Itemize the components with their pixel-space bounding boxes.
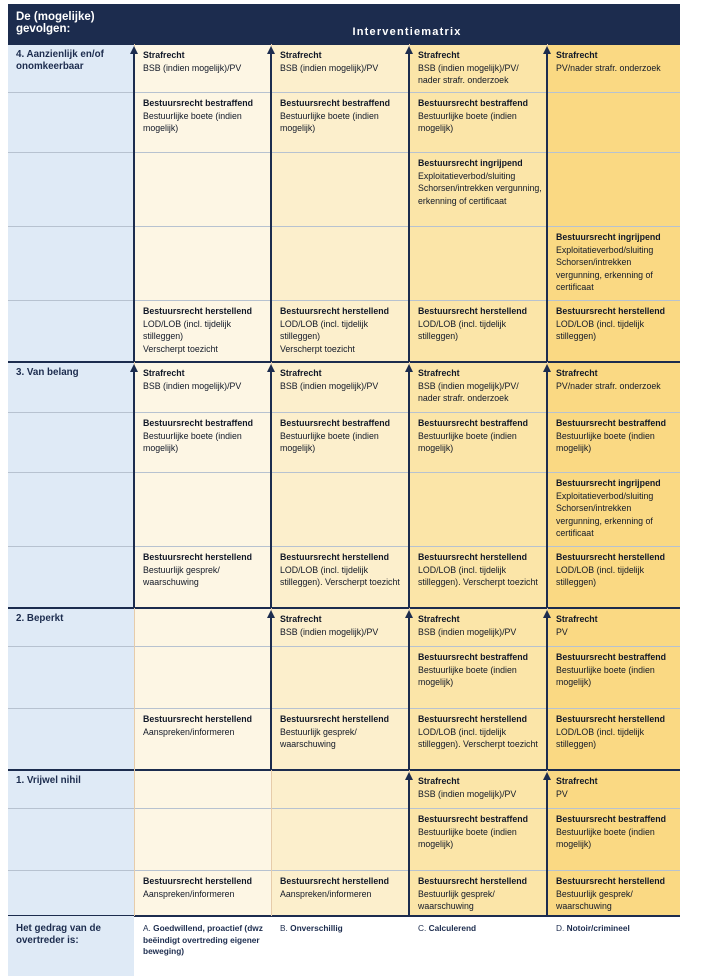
intervention-title: Strafrecht <box>280 368 322 378</box>
behavior-d-text: Notoir/crimineel <box>566 923 630 933</box>
intervention-matrix <box>8 4 680 976</box>
intervention-title: Bestuursrecht herstellend <box>556 306 666 316</box>
matrix-title: Interventiematrix <box>134 4 680 44</box>
intervention-line: Bestuurlijke boete (indien mogelijk) <box>418 826 517 849</box>
intervention-line: LOD/LOB (incl. tijdelijk stilleggen) <box>556 564 644 587</box>
intervention-line: Schorsen/intrekken vergunning, erkenning of certificaat <box>556 257 653 292</box>
escalation-arrow-shaft <box>546 778 548 916</box>
behavior-b <box>271 916 409 976</box>
behavior-b-text: Onverschillig <box>290 923 343 933</box>
intervention-line: BSB (indien mogelijk)/PV <box>280 380 379 391</box>
intervention-title: Bestuursrecht bestraffend <box>143 418 253 428</box>
intervention-line: nader strafr. onderzoek <box>418 393 509 403</box>
escalation-arrow-shaft <box>546 616 548 770</box>
intervention-line: BSB (indien mogelijk)/PV <box>280 62 379 73</box>
intervention-line: nader strafr. onderzoek <box>418 75 509 85</box>
matrix-cell-b <box>271 770 409 808</box>
behavior-a <box>134 916 271 976</box>
escalation-arrow-shaft <box>270 616 272 770</box>
matrix-cell-a <box>134 44 271 92</box>
intervention-line: Bestuurlijke boete (indien mogelijk) <box>280 110 379 133</box>
arrow-up-icon <box>405 772 413 780</box>
intervention-line: Bestuurlijk gesprek/ waarschuwing <box>280 726 357 749</box>
level-label-cell <box>8 546 134 608</box>
escalation-arrow-shaft <box>546 52 548 362</box>
intervention-title: Strafrecht <box>556 50 598 60</box>
intervention-title: Strafrecht <box>418 776 460 786</box>
intervention-line: Verscherpt toezicht <box>143 343 218 354</box>
intervention-line: Verscherpt toezicht <box>280 343 355 354</box>
intervention-line: Aanspreken/informeren <box>143 726 235 737</box>
intervention-title: Bestuursrecht bestraffend <box>418 418 528 428</box>
matrix-cell-a <box>134 412 271 472</box>
intervention-line: LOD/LOB (incl. tijdelijk stilleggen). Verscherpt toezicht <box>418 564 538 587</box>
matrix-cell-c <box>409 870 547 916</box>
row-divider <box>8 546 680 547</box>
matrix-cell-d <box>547 226 680 300</box>
intervention-line: Aanspreken/informeren <box>280 888 372 899</box>
matrix-cell-d <box>547 870 680 916</box>
level-label-cell <box>8 646 134 708</box>
matrix-cell-a <box>134 808 271 870</box>
intervention-title: Bestuursrecht bestraffend <box>280 98 390 108</box>
behavior-c-text: Calculerend <box>428 923 477 933</box>
level-label-cell <box>8 472 134 546</box>
matrix-cell-b <box>271 708 409 770</box>
intervention-line: BSB (indien mogelijk)/PV <box>418 626 517 637</box>
intervention-line: BSB (indien mogelijk)/PV/ <box>418 380 519 391</box>
behavior-a-code: A. <box>143 923 151 933</box>
matrix-cell-c <box>409 472 547 546</box>
matrix-cell-b <box>271 870 409 916</box>
matrix-cell-a <box>134 472 271 546</box>
intervention-title: Bestuursrecht herstellend <box>280 876 390 886</box>
matrix-cell-c <box>409 770 547 808</box>
intervention-line: PV <box>556 626 568 637</box>
level-label-cell <box>8 870 134 916</box>
level-label: 2. Beperkt <box>8 608 134 646</box>
intervention-line: Aanspreken/informeren <box>143 888 235 899</box>
matrix-cell-d <box>547 472 680 546</box>
intervention-title: Bestuursrecht herstellend <box>143 876 253 886</box>
arrow-up-icon <box>405 610 413 618</box>
intervention-title: Bestuursrecht bestraffend <box>418 814 528 824</box>
intervention-title: Bestuursrecht bestraffend <box>143 98 253 108</box>
matrix-cell-c <box>409 646 547 708</box>
matrix-cell-a <box>134 770 271 808</box>
behavior-a-text: Goedwillend, proactief (dwz beëindigt overtreding eigener beweging) <box>143 923 263 956</box>
row-divider <box>8 769 680 771</box>
intervention-title: Bestuursrecht herstellend <box>280 714 390 724</box>
matrix-cell-c <box>409 152 547 226</box>
row-divider <box>8 808 680 809</box>
intervention-line: Exploitatieverbod/sluiting <box>556 490 654 501</box>
row-divider <box>8 472 680 473</box>
level-label-cell <box>8 412 134 472</box>
row-divider <box>8 412 680 413</box>
arrow-up-icon <box>543 610 551 618</box>
behavior-b-code: B. <box>280 923 288 933</box>
matrix-cell-d <box>547 92 680 152</box>
level-label: 1. Vrijwel nihil <box>8 770 134 808</box>
intervention-title: Bestuursrecht ingrijpend <box>556 232 661 242</box>
row-divider <box>8 607 680 609</box>
matrix-cell-c <box>409 608 547 646</box>
matrix-cell-c <box>409 92 547 152</box>
intervention-title: Strafrecht <box>280 614 322 624</box>
intervention-title: Bestuursrecht ingrijpend <box>418 158 523 168</box>
matrix-cell-b <box>271 646 409 708</box>
arrow-up-icon <box>267 46 275 54</box>
arrow-up-icon <box>543 772 551 780</box>
intervention-title: Bestuursrecht herstellend <box>418 552 528 562</box>
arrow-up-icon <box>405 46 413 54</box>
intervention-line: Bestuurlijk gesprek/ waarschuwing <box>418 888 495 911</box>
matrix-cell-a <box>134 362 271 412</box>
intervention-line: LOD/LOB (incl. tijdelijk stilleggen) <box>280 318 368 341</box>
matrix-cell-c <box>409 708 547 770</box>
matrix-cell-b <box>271 608 409 646</box>
row-divider <box>8 92 680 93</box>
matrix-cell-d <box>547 608 680 646</box>
row-divider <box>8 152 680 153</box>
row-divider <box>8 226 680 227</box>
row-divider <box>8 870 680 871</box>
behavior-label: Het gedrag van de overtreder is: <box>8 916 134 976</box>
intervention-line: Bestuurlijke boete (indien mogelijk) <box>418 110 517 133</box>
intervention-title: Bestuursrecht bestraffend <box>280 418 390 428</box>
intervention-line: PV/nader strafr. onderzoek <box>556 62 661 73</box>
row-divider <box>8 43 680 45</box>
intervention-title: Strafrecht <box>556 368 598 378</box>
matrix-cell-c <box>409 412 547 472</box>
matrix-cell-a <box>134 152 271 226</box>
intervention-title: Bestuursrecht herstellend <box>280 552 390 562</box>
intervention-title: Bestuursrecht bestraffend <box>556 814 666 824</box>
escalation-arrow-shaft <box>546 370 548 608</box>
matrix-cell-a <box>134 546 271 608</box>
matrix-cell-d <box>547 412 680 472</box>
arrow-up-icon <box>543 364 551 372</box>
matrix-cell-c <box>409 300 547 362</box>
matrix-cell-a <box>134 226 271 300</box>
row-divider <box>8 646 680 647</box>
behavior-c <box>409 916 547 976</box>
intervention-line: Bestuurlijk gesprek/ waarschuwing <box>143 564 220 587</box>
level-label-cell <box>8 226 134 300</box>
intervention-line: Exploitatieverbod/sluiting <box>556 244 654 255</box>
arrow-up-icon <box>543 46 551 54</box>
intervention-line: Bestuurlijke boete (indien mogelijk) <box>418 430 517 453</box>
intervention-title: Bestuursrecht herstellend <box>418 306 528 316</box>
matrix-cell-c <box>409 808 547 870</box>
intervention-line: Exploitatieverbod/sluiting <box>418 170 516 181</box>
intervention-line: LOD/LOB (incl. tijdelijk stilleggen) <box>143 318 231 341</box>
intervention-title: Bestuursrecht herstellend <box>556 714 666 724</box>
intervention-line: Bestuurlijke boete (indien mogelijk) <box>143 110 242 133</box>
level-label-cell <box>8 300 134 362</box>
intervention-line: BSB (indien mogelijk)/PV <box>143 380 242 391</box>
intervention-title: Bestuursrecht herstellend <box>418 876 528 886</box>
row-divider <box>8 300 680 301</box>
arrow-up-icon <box>130 364 138 372</box>
matrix-cell-b <box>271 226 409 300</box>
matrix-cell-d <box>547 708 680 770</box>
intervention-line: PV <box>556 788 568 799</box>
level-label-cell <box>8 808 134 870</box>
matrix-cell-b <box>271 412 409 472</box>
matrix-cell-a <box>134 92 271 152</box>
level-label: 4. Aanzienlijk en/of onomkeerbaar <box>8 44 134 92</box>
matrix-cell-a <box>134 608 271 646</box>
intervention-title: Strafrecht <box>143 368 185 378</box>
intervention-line: BSB (indien mogelijk)/PV <box>280 626 379 637</box>
escalation-arrow-shaft <box>133 370 135 608</box>
intervention-line: Bestuurlijk gesprek/ waarschuwing <box>556 888 633 911</box>
row-divider <box>8 708 680 709</box>
intervention-title: Strafrecht <box>418 50 460 60</box>
matrix-cell-c <box>409 546 547 608</box>
level-label: 3. Van belang <box>8 362 134 412</box>
intervention-title: Bestuursrecht herstellend <box>143 714 253 724</box>
matrix-cell-c <box>409 44 547 92</box>
intervention-line: LOD/LOB (incl. tijdelijk stilleggen). Verscherpt toezicht <box>280 564 400 587</box>
matrix-cell-b <box>271 300 409 362</box>
intervention-title: Bestuursrecht herstellend <box>280 306 390 316</box>
intervention-title: Bestuursrecht herstellend <box>556 876 666 886</box>
behavior-d <box>547 916 680 976</box>
intervention-title: Bestuursrecht herstellend <box>143 552 253 562</box>
intervention-line: LOD/LOB (incl. tijdelijk stilleggen) <box>556 318 644 341</box>
intervention-line: Bestuurlijke boete (indien mogelijk) <box>280 430 379 453</box>
intervention-line: Bestuurlijke boete (indien mogelijk) <box>556 664 655 687</box>
matrix-cell-d <box>547 300 680 362</box>
intervention-line: Bestuurlijke boete (indien mogelijk) <box>143 430 242 453</box>
matrix-cell-d <box>547 44 680 92</box>
level-label-cell <box>8 92 134 152</box>
intervention-title: Bestuursrecht bestraffend <box>418 652 528 662</box>
matrix-cell-a <box>134 708 271 770</box>
matrix-cell-b <box>271 152 409 226</box>
matrix-cell-b <box>271 44 409 92</box>
matrix-cell-d <box>547 770 680 808</box>
intervention-line: PV/nader strafr. onderzoek <box>556 380 661 391</box>
intervention-line: BSB (indien mogelijk)/PV <box>143 62 242 73</box>
escalation-arrow-shaft <box>408 370 410 608</box>
intervention-title: Bestuursrecht bestraffend <box>418 98 528 108</box>
escalation-arrow-shaft <box>408 616 410 770</box>
matrix-cell-b <box>271 92 409 152</box>
intervention-title: Bestuursrecht bestraffend <box>556 418 666 428</box>
arrow-up-icon <box>130 46 138 54</box>
matrix-cell-b <box>271 808 409 870</box>
intervention-title: Bestuursrecht bestraffend <box>556 652 666 662</box>
matrix-cell-b <box>271 546 409 608</box>
behavior-d-code: D. <box>556 923 565 933</box>
escalation-arrow-shaft <box>270 370 272 608</box>
intervention-line: BSB (indien mogelijk)/PV/ <box>418 62 519 73</box>
intervention-line: Bestuurlijke boete (indien mogelijk) <box>556 430 655 453</box>
arrow-up-icon <box>267 364 275 372</box>
intervention-title: Bestuursrecht herstellend <box>143 306 253 316</box>
intervention-title: Strafrecht <box>418 614 460 624</box>
matrix-cell-b <box>271 362 409 412</box>
matrix-cell-b <box>271 472 409 546</box>
escalation-arrow-shaft <box>408 778 410 916</box>
row-divider <box>8 361 680 363</box>
intervention-line: Schorsen/intrekken vergunning, erkenning of certificaat <box>418 183 542 206</box>
intervention-title: Strafrecht <box>418 368 460 378</box>
escalation-arrow-shaft <box>270 52 272 362</box>
intervention-line: Bestuurlijke boete (indien mogelijk) <box>418 664 517 687</box>
matrix-cell-a <box>134 870 271 916</box>
intervention-line: LOD/LOB (incl. tijdelijk stilleggen) <box>418 318 506 341</box>
arrow-up-icon <box>267 610 275 618</box>
intervention-line: Schorsen/intrekken vergunning, erkenning of certificaat <box>556 503 653 538</box>
intervention-title: Strafrecht <box>556 614 598 624</box>
arrow-up-icon <box>405 364 413 372</box>
intervention-line: BSB (indien mogelijk)/PV <box>418 788 517 799</box>
intervention-title: Strafrecht <box>143 50 185 60</box>
matrix-cell-c <box>409 362 547 412</box>
matrix-cell-d <box>547 152 680 226</box>
intervention-line: LOD/LOB (incl. tijdelijk stilleggen) <box>556 726 644 749</box>
matrix-cell-d <box>547 808 680 870</box>
escalation-arrow-shaft <box>133 52 135 362</box>
intervention-title: Strafrecht <box>556 776 598 786</box>
intervention-title: Strafrecht <box>280 50 322 60</box>
intervention-title: Bestuursrecht herstellend <box>556 552 666 562</box>
escalation-arrow-shaft <box>408 52 410 362</box>
matrix-cell-a <box>134 300 271 362</box>
behavior-c-code: C. <box>418 923 427 933</box>
intervention-title: Bestuursrecht herstellend <box>418 714 528 724</box>
matrix-cell-c <box>409 226 547 300</box>
matrix-cell-d <box>547 646 680 708</box>
matrix-cell-d <box>547 546 680 608</box>
intervention-line: LOD/LOB (incl. tijdelijk stilleggen). Verscherpt toezicht <box>418 726 538 749</box>
consequences-header: De (mogelijke) gevolgen: <box>8 4 134 44</box>
intervention-line: Bestuurlijke boete (indien mogelijk) <box>556 826 655 849</box>
matrix-cell-a <box>134 646 271 708</box>
level-label-cell <box>8 152 134 226</box>
matrix-cell-d <box>547 362 680 412</box>
intervention-title: Bestuursrecht ingrijpend <box>556 478 661 488</box>
level-label-cell <box>8 708 134 770</box>
